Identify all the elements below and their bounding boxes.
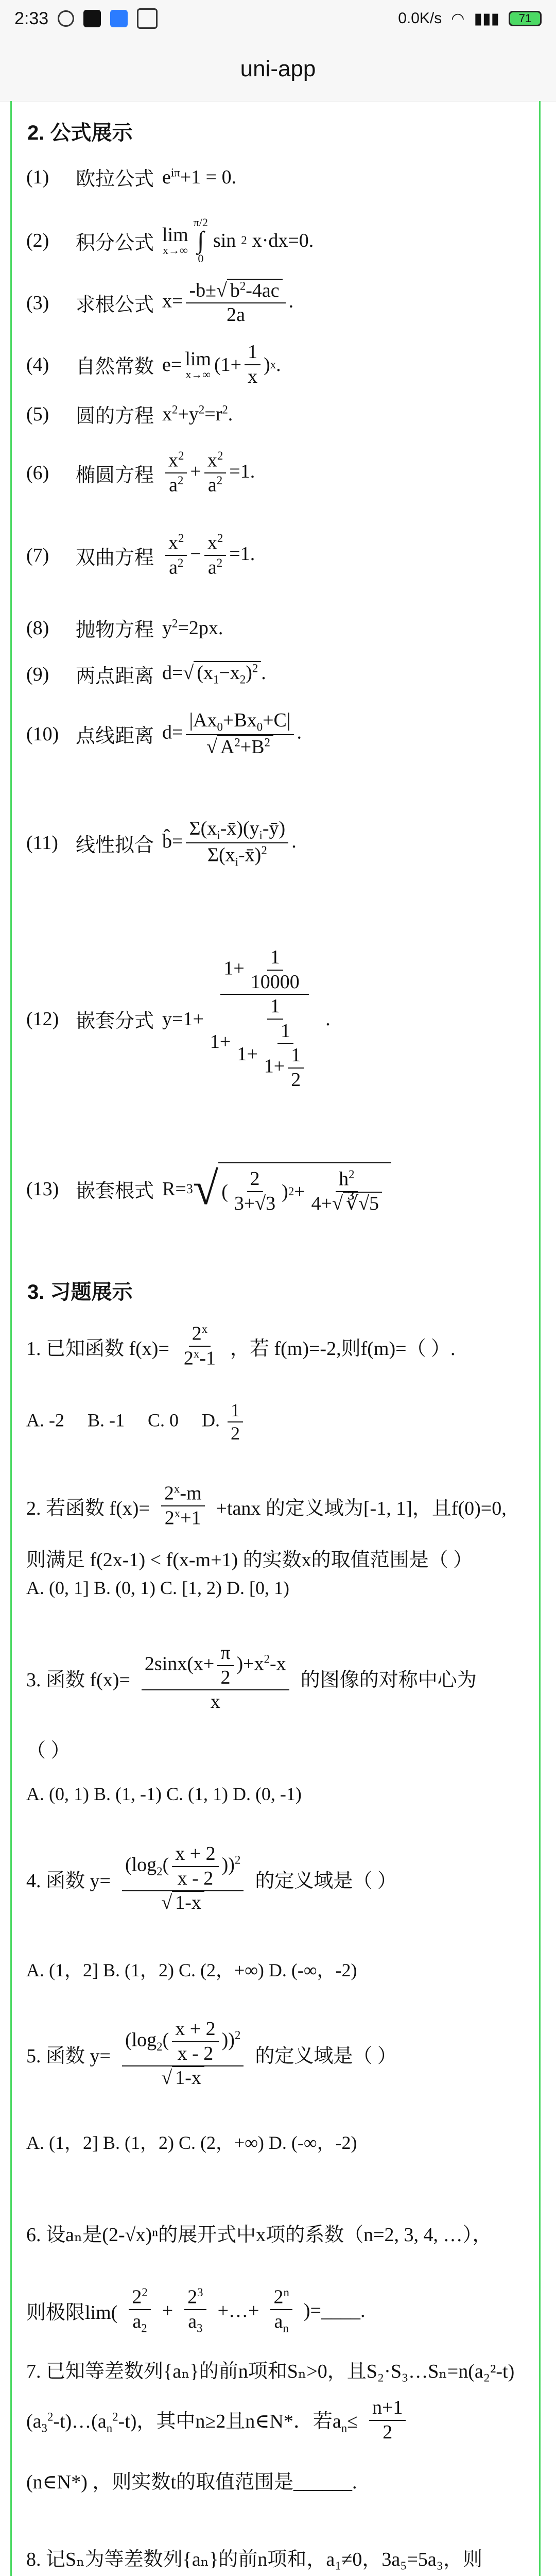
formula-row: (5) 圆的方程 $x^2+y^2=r^2$. <box>26 402 233 427</box>
exercise-question: 2. 若函数 f(x)= $\frac{2^x-m}{2^x+1}$ +tanx 的定义域为[-1, 1]，且f(0)=0, <box>26 1482 507 1529</box>
formula-expr: R= 3 √ ( $\frac{2}{3+√3}$ ) 2 + $\frac{h^2}{4+√ ∛√5}$ <box>162 1162 391 1216</box>
signal-icon: ▮▮▮ <box>474 10 499 27</box>
formula-expr: $\frac{x^2}{a^2}$ + $\frac{x^2}{a^2}$ =1. <box>162 449 255 498</box>
exercise-question: 1. 已知函数 f(x)= $\frac{2^x}{2^x-1}$ ，若 f(m)=-2,则f(m)=（ ）. <box>26 1323 456 1369</box>
exercise-question: 3. 函数 f(x)= 2sinx(x+ $\frac{\pi}{2}$ )$+x^2-x$ x 的图像的对称中心为 <box>26 1642 477 1713</box>
formula-row: (6) 椭圆方程 $\frac{x^2}{a^2}$ + $\frac{x^2}{a^2}$ =1. <box>26 449 255 498</box>
exercise-question: 8. 记Sₙ为等差数列{aₙ}的前n项和，a₁≠0，3a₅=5a₃，则 <box>26 2549 482 2570</box>
content-area <box>10 101 541 2576</box>
formula-row: (8) 抛物方程 $y^2=2px$. <box>26 616 223 641</box>
exercise-options: A. -2 B. -1 C. 0 D. $\frac{1}{2}$ <box>26 1399 246 1445</box>
exercise-question-cont: (n∈N*) ，则实数t的取值范围是______. <box>26 2471 357 2493</box>
formula-expr: x= $\frac{-b\pm√ b^2-4ac}{2a}$ . <box>162 279 294 326</box>
exercise-question: 6. 设aₙ是(2-√x)ⁿ的展开式中x项的系数（n=2, 3, 4, …）， <box>26 2224 492 2246</box>
section-title-formulas: 2. 公式展示 <box>27 122 133 144</box>
exercise-question-cont: $(a_3^2-t)\dots(a_n^2-t)$，其中n≥2且n∈N*．若$a_n\le$ $\frac{n+1}{2}$ <box>26 2396 409 2444</box>
exercise-options: A. (0, 1] B. (0, 1) C. [1, 2) D. [0, 1) <box>26 1578 289 1598</box>
formula-expr: d= $\frac{|Ax_0+Bx_0+C|}{√ A^2+B^2}$ . <box>162 709 302 758</box>
nav-bar <box>0 37 556 101</box>
formula-expr: $y^2=2px$. <box>162 616 223 639</box>
status-time: 2:33 <box>14 8 49 28</box>
exercise-question-cont: 则极限lim( $\frac{2^2}{a_2}$ + $\frac{2^3}{a_3}$ +…+ $\frac{2^n}{a_n}$ )=____. <box>26 2286 366 2335</box>
formula-expr: $e^{i\pi}+1 = 0$. <box>162 165 237 188</box>
exercise-options: A. (1，2] B. (1，2) C. (2，+∞) D. (-∞，-2) <box>26 1960 357 1980</box>
formula-expr: e= lim x→∞ (1+ $\frac{1}{x}$ ) x . <box>162 341 281 387</box>
formula-row: (7) 双曲方程 $\frac{x^2}{a^2}$ − $\frac{x^2}{a^2}$ =1. <box>26 531 255 580</box>
formula-expr: $x^2+y^2=r^2$. <box>162 402 233 425</box>
exercise-question-cont: 则满足 f(2x-1) < f(x-m+1) 的实数x的取值范围是（ ） <box>26 1549 473 1571</box>
formula-expr: lim x→∞ π/2 ∫ 0 sin 2 x·dx=0. <box>162 216 314 265</box>
page-title: uni-app <box>240 56 316 81</box>
formula-row: (4) 自然常数 e= lim x→∞ (1+ $\frac{1}{x}$ ) x . <box>26 341 281 388</box>
alarm-icon <box>58 10 74 27</box>
formula-row: (13) 嵌套根式 R= 3 √ ( $\frac{2}{3+√3}$ ) 2 + $\frac{h^2}{4+√ ∛√5}$ <box>26 1162 391 1216</box>
section-title-exercises: 3. 习题展示 <box>27 1281 133 1303</box>
formula-row: (11) 线性拟合 b̂= $\frac{\Sigma(x_i-x̄)(y_i-ȳ)}{\Sigma(x_i-x̄)^2}$ . <box>26 818 297 869</box>
wifi-icon: ◠ <box>451 10 465 27</box>
exercise-options: A. (0, 1) B. (1, -1) C. (1, 1) D. (0, -1) <box>26 1784 302 1804</box>
status-bar <box>0 0 556 37</box>
formula-expr: d=√ $(x_1-x_2)^2$ . <box>162 662 266 686</box>
formula-row: (9) 两点距离 d=√ $(x_1-x_2)^2$ . <box>26 662 266 687</box>
formula-row: (12) 嵌套分式 y=1+ 1+ $\frac{1}{10000}$ 1+ 1 1+ 1 1+ $\frac{1}{2}$ . <box>26 946 331 1092</box>
exercise-question: 4. 函数 y= ($\log_2$( $\frac{x + 2}{x - 2}$ ))$^2$ √ 1-x 的定义域是（ ） <box>26 1843 397 1914</box>
app-icon <box>110 10 128 27</box>
formula-expr: b̂= $\frac{\Sigma(x_i-x̄)(y_i-ȳ)}{\Sigma(x_i-x̄)^2}$ . <box>162 818 297 869</box>
formula-row: (2) 积分公式 lim x→∞ π/2 ∫ 0 sin 2 x·dx=0. <box>26 216 314 265</box>
network-speed: 0.0K/s <box>398 10 442 27</box>
formula-row: (3) 求根公式 x= $\frac{-b\pm√ b^2-4ac}{2a}$ . <box>26 279 293 327</box>
exercise-question-cont: （ ） <box>26 1740 71 1761</box>
exercise-options: A. (1，2] B. (1，2) C. (2，+∞) D. (-∞，-2) <box>26 2132 357 2153</box>
battery-icon: 71 <box>509 11 542 26</box>
formula-row: (1) 欧拉公式 $e^{i\pi}+1 = 0$. <box>26 165 237 190</box>
exercise-question: 7. 已知等差数列{aₙ}的前n项和Sₙ>0，且S₂·S₃…Sₙ=n(a₂²-t) <box>26 2361 515 2382</box>
formula-row: (10) 点线距离 d= $\frac{|Ax_0+Bx_0+C|}{√ A^2+B^2}$ . <box>26 709 302 759</box>
p-icon <box>137 8 158 29</box>
formula-expr: $\frac{x^2}{a^2}$ − $\frac{x^2}{a^2}$ =1. <box>162 531 255 580</box>
tiktok-icon <box>83 10 101 27</box>
exercise-question: 5. 函数 y= ($\log_2$( $\frac{x + 2}{x - 2}$ ))$^2$ √ 1-x 的定义域是（ ） <box>26 2018 397 2089</box>
formula-expr: y=1+ 1+ $\frac{1}{10000}$ 1+ 1 1+ 1 1+ $\frac{1}{2}$ . <box>162 946 331 1091</box>
